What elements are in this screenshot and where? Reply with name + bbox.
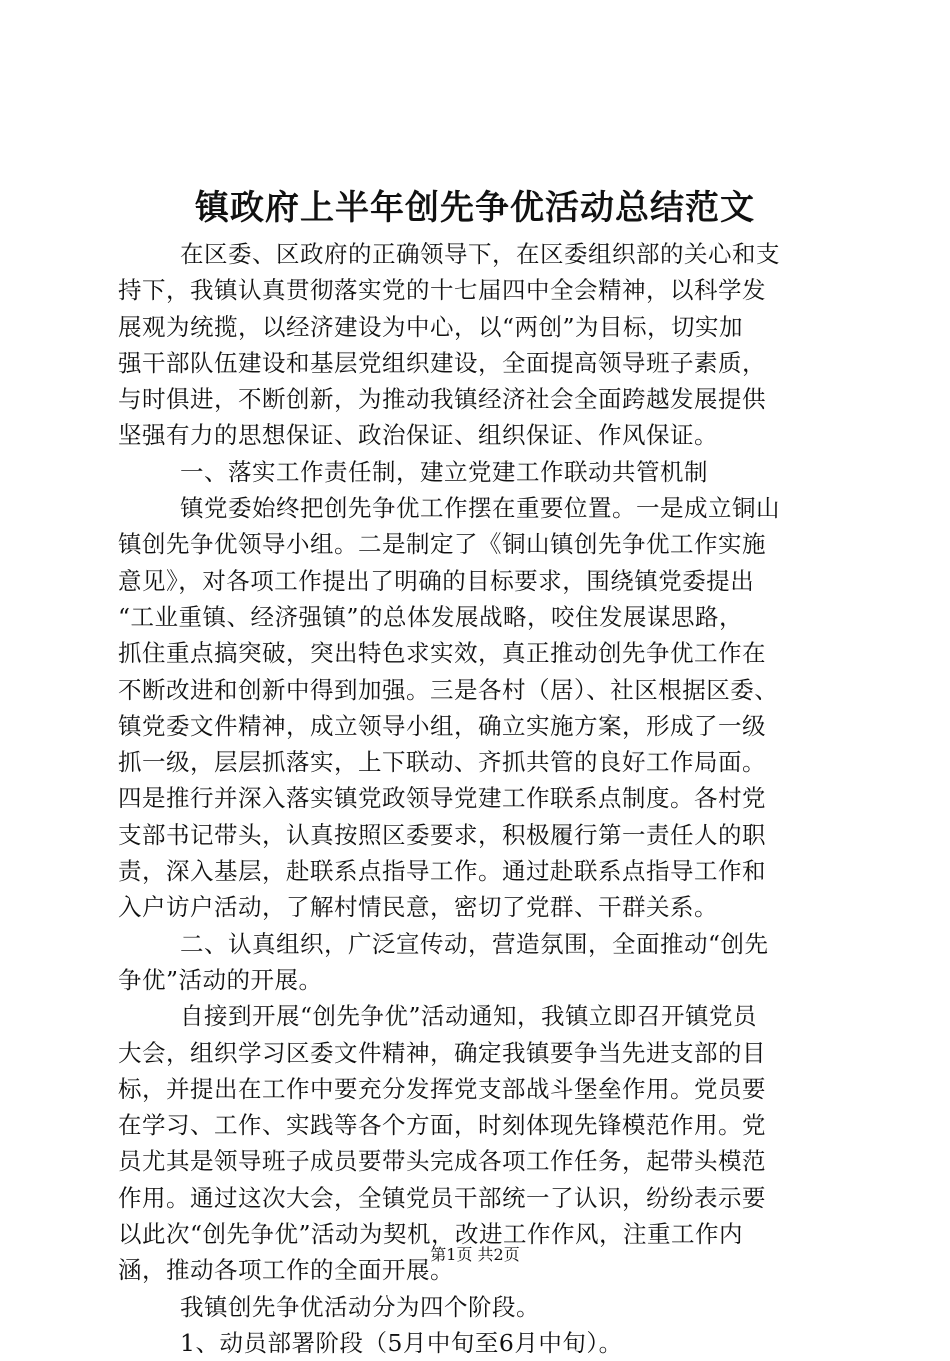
text-line: 自接到开展“创先争优”活动通知，我镇立即召开镇党员: [180, 1002, 758, 1031]
text-line: 涵，推动各项工作的全面开展。: [118, 1256, 454, 1285]
text-line: 展观为统揽，以经济建设为中心，以“两创”为目标，切实加: [118, 312, 744, 341]
text-line: 二、认真组织，广泛宣传动，营造氛围，全面推动“创先: [180, 929, 769, 958]
text-line: 镇创先争优领导小组。二是制定了《铜山镇创先争优工作实施: [118, 530, 766, 559]
text-line: 镇党委文件精神，成立领导小组，确立实施方案，形成了一级: [118, 711, 766, 740]
text-line: 四是推行并深入落实镇党政领导党建工作联系点制度。各村党: [118, 784, 766, 813]
text-line: 镇党委始终把创先争优工作摆在重要位置。一是成立铜山: [180, 494, 780, 523]
text-line: 争优”活动的开展。: [118, 965, 323, 994]
page-number-footer: 第1页 共2页: [430, 1245, 520, 1264]
text-line: 坚强有力的思想保证、政治保证、组织保证、作风保证。: [118, 421, 718, 450]
text-line: 强干部队伍建设和基层党组织建设，全面提高领导班子素质，: [118, 348, 766, 377]
text-line: 意见》，对各项工作提出了明确的目标要求，围绕镇党委提出: [118, 566, 755, 595]
text-line: 1、动员部署阶段（5月中旬至6月中旬）。: [180, 1328, 623, 1357]
text-line: 一、落实工作责任制，建立党建工作联动共管机制: [180, 457, 708, 486]
text-line: 抓一级，层层抓落实，上下联动、齐抓共管的良好工作局面。: [118, 748, 766, 777]
text-line: 抓住重点搞突破，突出特色求实效，真正推动创先争优工作在: [118, 639, 766, 668]
text-line: 大会，组织学习区委文件精神，确定我镇要争当先进支部的目: [118, 1038, 766, 1067]
text-line: 以此次“创先争优”活动为契机，改进工作作风，注重工作内: [118, 1220, 744, 1249]
text-line: 不断改进和创新中得到加强。三是各村（居）、社区根据区委、: [118, 675, 779, 704]
document-title: 镇政府上半年创先争优活动总结范文: [195, 188, 755, 228]
text-line: 我镇创先争优活动分为四个阶段。: [180, 1292, 540, 1321]
text-line: 标，并提出在工作中要充分发挥党支部战斗堡垒作用。党员要: [118, 1074, 766, 1103]
text-line: “工业重镇、经济强镇”的总体发展战略，咬住发展谋思路，: [118, 602, 744, 631]
text-line: 员尤其是领导班子成员要带头完成各项工作任务，起带头模范: [118, 1147, 766, 1176]
text-line: 在区委、区政府的正确领导下，在区委组织部的关心和支: [180, 240, 780, 268]
text-line: 入户访户活动，了解村情民意，密切了党群、干群关系。: [118, 893, 718, 922]
text-line: 作用。通过这次大会，全镇党员干部统一了认识，纷纷表示要: [118, 1183, 766, 1212]
text-line: 持下，我镇认真贯彻落实党的十七届四中全会精神，以科学发: [118, 276, 766, 305]
text-line: 在学习、工作、实践等各个方面，时刻体现先锋模范作用。党: [118, 1111, 766, 1140]
text-line: 与时俱进，不断创新，为推动我镇经济社会全面跨越发展提供: [118, 385, 766, 414]
text-line: 责，深入基层，赴联系点指导工作。通过赴联系点指导工作和: [118, 857, 766, 886]
document-body: [118, 236, 834, 1361]
text-line: 支部书记带头，认真按照区委要求，积极履行第一责任人的职: [118, 820, 766, 849]
